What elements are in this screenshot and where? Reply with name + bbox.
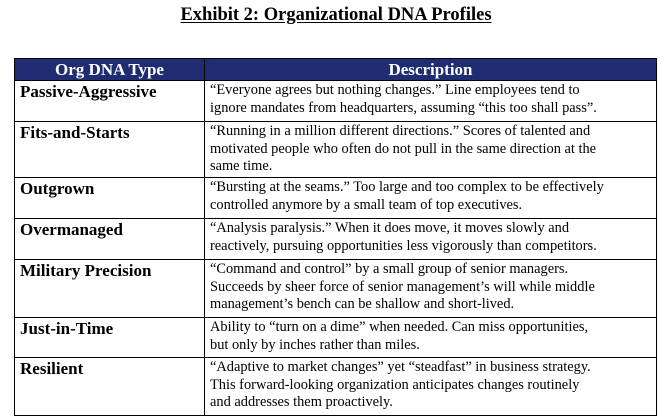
header-org-dna-type: Org DNA Type	[15, 59, 205, 81]
description-line: “Command and control” by a small group of senior managers.	[210, 261, 569, 277]
description-cell	[205, 260, 657, 318]
description-line: reactively, pursuing opportunities less vigorously than competitors.	[210, 237, 597, 254]
description-line: “Running in a million different directions.” Scores of talented and	[210, 123, 591, 139]
dna-type-cell: Passive-Aggressive	[15, 81, 205, 122]
table-row	[15, 122, 657, 178]
description-line: “Adaptive to market changes” yet “steadfast” in business strategy.	[210, 359, 591, 375]
table-header-row	[15, 59, 657, 81]
description-line: “Bursting at the seams.” Too large and too complex to be effectively	[210, 179, 604, 195]
description-line: Ability to “turn on a dime” when needed. Can miss opportunities,	[210, 319, 589, 335]
description-line: “Everyone agrees but nothing changes.” Line employees tend to	[210, 82, 580, 98]
dna-type-cell: Overmanaged	[15, 219, 205, 260]
description-line: controlled anymore by a small team of top executives.	[210, 196, 523, 213]
description-line: same time.	[210, 158, 273, 175]
description-line: motivated people who often do not pull in the same direction at the	[210, 140, 597, 157]
description-line: This forward-looking organization anticipates changes routinely	[210, 376, 580, 393]
table-row	[15, 178, 657, 219]
description-cell	[205, 219, 657, 260]
description-cell	[205, 318, 657, 358]
dna-type-cell: Military Precision	[15, 260, 205, 318]
exhibit-title: Exhibit 2: Organizational DNA Profiles	[180, 5, 492, 25]
org-dna-table	[14, 58, 657, 416]
dna-type-cell: Resilient	[15, 358, 205, 416]
dna-type-cell: Just-in-Time	[15, 318, 205, 358]
description-cell	[205, 358, 657, 416]
table-row	[15, 318, 657, 358]
description-line: and addresses them proactively.	[210, 394, 393, 411]
description-line: Succeeds by sheer force of senior management’s will while middle	[210, 278, 595, 295]
header-description: Description	[205, 59, 657, 81]
description-cell	[205, 178, 657, 219]
table-row	[15, 358, 657, 416]
dna-type-cell: Fits-and-Starts	[15, 122, 205, 178]
description-line: but only by inches rather than miles.	[210, 336, 420, 353]
description-line: ignore mandates from headquarters, assuming “this too shall pass”.	[210, 99, 597, 116]
description-line: management’s bench can be shallow and short-lived.	[210, 296, 515, 313]
table-row	[15, 260, 657, 318]
description-cell	[205, 81, 657, 122]
table-row	[15, 219, 657, 260]
description-line: “Analysis paralysis.” When it does move, it moves slowly and	[210, 220, 570, 236]
dna-type-cell: Outgrown	[15, 178, 205, 219]
description-cell	[205, 122, 657, 178]
table-row	[15, 81, 657, 122]
